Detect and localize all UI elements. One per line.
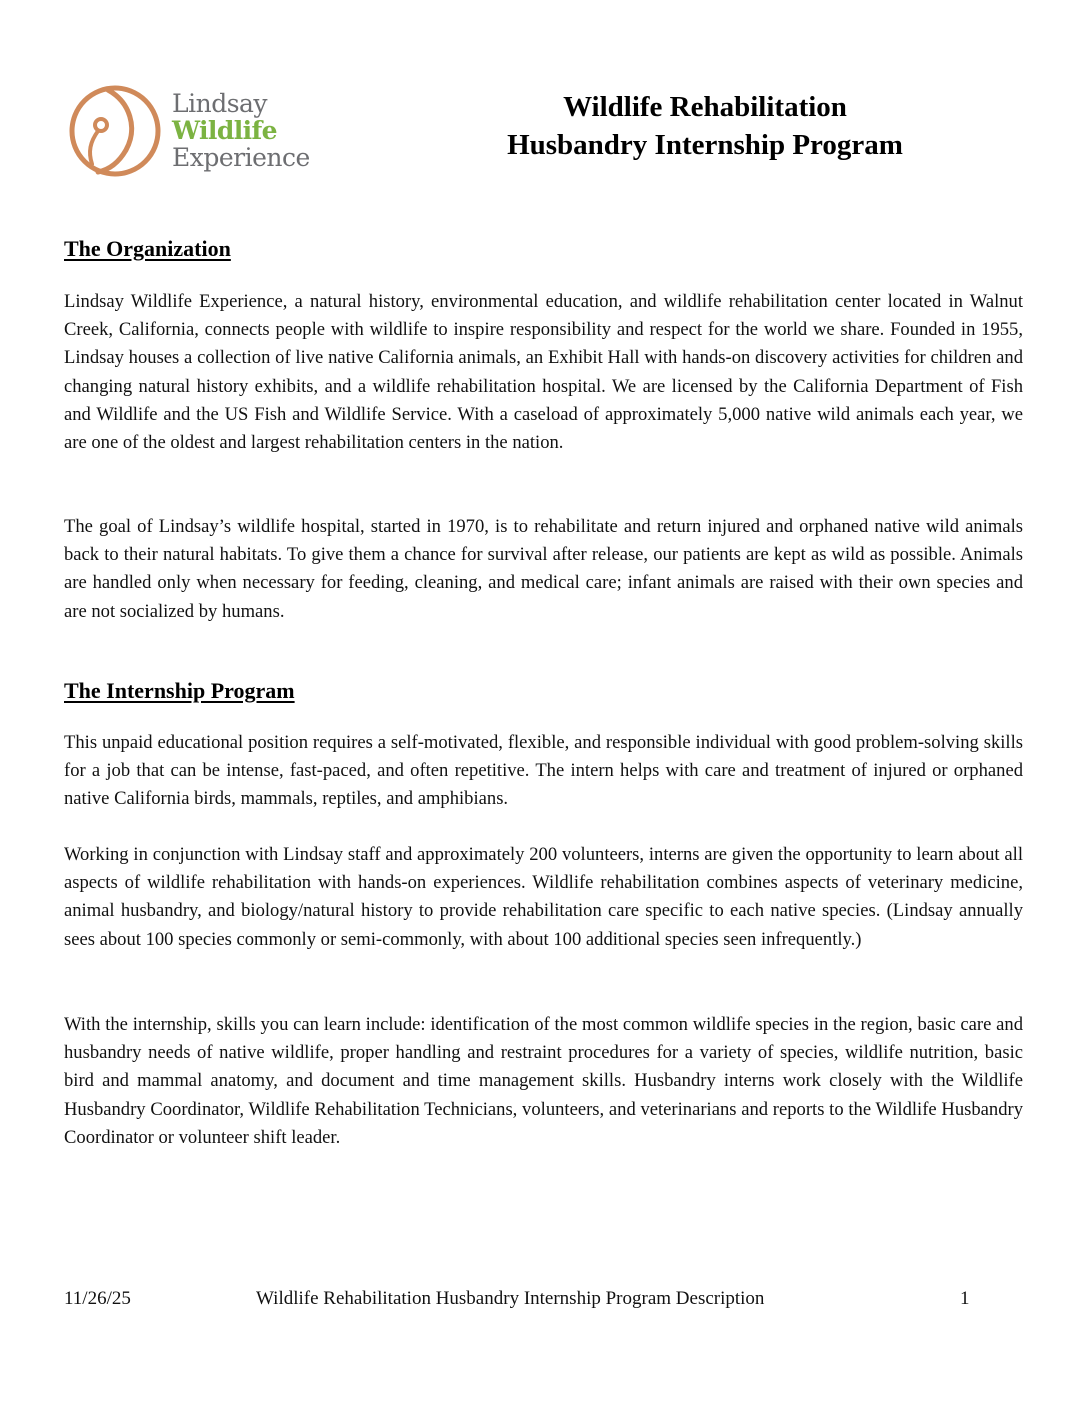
paragraph-hospital-goal: The goal of Lindsay’s wildlife hospital, started in 1970, is to rehabilitate and return injured and orphaned native wild animals back to their natural habitats. To give them a chance for survival after release, our patients are kept as wild as possible. Animals are handled only when necessary for feeding, cleaning, and medical care; infant animals are raised with their own species and are not socialized by humans. — [64, 516, 1023, 622]
paragraph-skills: With the internship, skills you can learn include: identification of the most common wildlife species in the region, basic care and husbandry needs of native wildlife, proper handling and restraint procedures for a variety of species, wildlife nutrition, basic bird and mammal anatomy, and document and time management skills. Husbandry interns work closely with the Wildlife Husbandry Coordinator, Wildlife Rehabilitation Technicians, volunteers, and veterinarians and reports to the Wildlife Husbandry Coordinator or volunteer shift leader. — [64, 1014, 1023, 1148]
paragraph-conjunction-staff: Working in conjunction with Lindsay staff and approximately 200 volunteers, interns are given the opportunity to learn about all aspects of wildlife rehabilitation with hands-on experiences. Wildlife rehabilitation combines aspects of veterinary medicine, animal husbandry, and biology/natural history to provide rehabilitation care specific to each native species. (Lindsay annually sees about 100 species commonly or semi-commonly, with about 100 additional species seen infrequently.) — [64, 844, 1023, 950]
logo-wordmark — [172, 90, 310, 171]
logo-text-line1: Lindsay — [172, 89, 268, 118]
logo-text-line2: Wildlife — [172, 116, 277, 145]
footer-date: 11/26/25 — [64, 1288, 131, 1309]
section-heading-internship: The Internship Program — [64, 678, 295, 703]
paragraph-organization-intro: Lindsay Wildlife Experience, a natural history, environmental education, and wildlife rehabilitation center located in Walnut Creek, California, connects people with wildlife to inspire responsibility and respect for the world we share. Founded in 1955, Lindsay houses a collection of live native California animals, an Exhibit Hall with hands-on discovery activities for children and changing natural history exhibits, and a wildlife rehabilitation hospital. We are licensed by the California Department of Fish and Wildlife and the US Fish and Wildlife Service. With a caseload of approximately 5,000 native wild animals each year, we are one of the oldest and largest rehabilitation centers in the nation. — [64, 291, 1023, 454]
document-title-line1: Wildlife Rehabilitation — [563, 91, 847, 123]
footer-page-number: 1 — [960, 1288, 970, 1309]
logo-text-line3: Experience — [172, 143, 310, 172]
paragraph-position-description: This unpaid educational position requires a self-motivated, flexible, and responsible individual with good problem-solving skills for a job that can be intense, fast-paced, and often repetitive. The intern helps with care and treatment of injured or orphaned native California birds, mammals, reptiles, and amphibians. — [64, 732, 1023, 810]
lindsay-logo-mark-icon — [68, 84, 162, 178]
footer-description: Wildlife Rehabilitation Husbandry Internship Program Description — [256, 1288, 765, 1309]
document-title-line2: Husbandry Internship Program — [507, 129, 903, 161]
section-heading-organization: The Organization — [64, 236, 231, 261]
lindsay-logo — [68, 84, 328, 180]
document-title — [440, 88, 970, 164]
